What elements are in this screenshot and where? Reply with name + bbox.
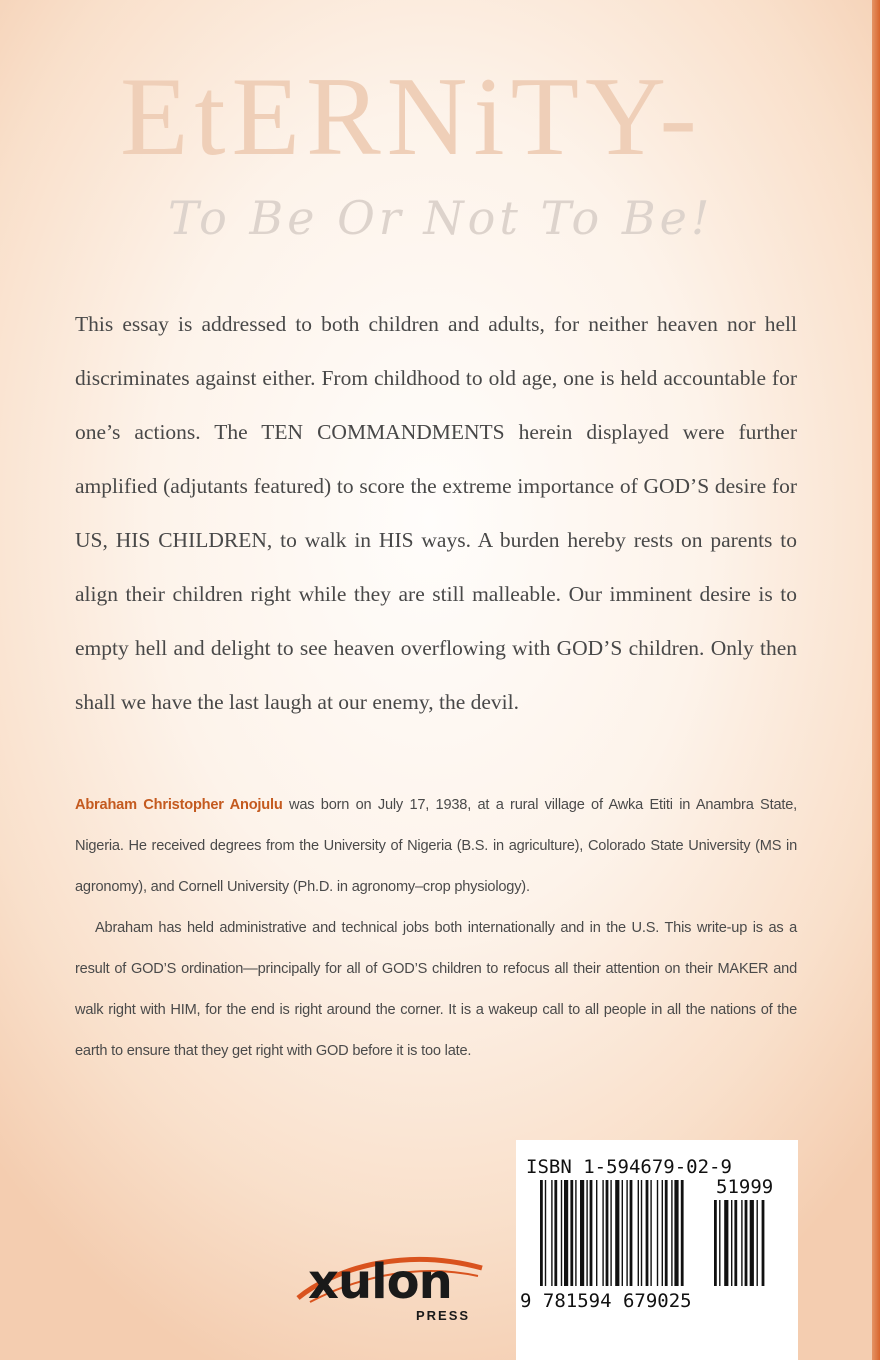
ean-digits: 9 781594 679025 [520,1290,692,1312]
barcode-addon-bar [762,1200,765,1286]
barcode-addon-bar [719,1200,720,1286]
barcode-bar [575,1180,576,1286]
barcode-bar [646,1180,649,1286]
bio-paragraph-1-text: was born on July 17, 1938, at a rural village of Awka Etiti in Anambra State, Nigeria. He received degrees from the University of Nigeria (B.S. in agriculture), Colorado State University (MS in agronomy), and Cornell University (Ph.D. in agronomy–crop physiology). [75,797,797,895]
book-subtitle: To Be Or Not To Be! [168,191,714,245]
barcode-addon-bar [745,1200,748,1286]
barcode-bar [606,1180,609,1286]
barcode-bar [590,1180,593,1286]
barcode-bar [615,1180,619,1286]
price-code: 51999 [716,1176,774,1198]
barcode-bar [602,1180,603,1286]
barcode-bar [610,1180,611,1286]
barcode-bar [657,1180,658,1286]
barcode-bar [564,1180,568,1286]
isbn-barcode [516,1140,798,1360]
barcode-addon-bar [750,1200,754,1286]
barcode-bar [554,1180,557,1286]
publisher-logo [292,1240,492,1330]
publisher-imprint: PRESS [416,1308,471,1323]
publisher-name: xulon [308,1254,452,1310]
barcode-bar [665,1180,668,1286]
essay-blurb: This essay is addressed to both children and adults, for neither heaven nor hell discriminates against either. From childhood to old age, one is held accountable for one’s actions. The TEN COMMANDMENTS herein displayed were further amplified (adjutants featured) to score the extreme importance of GOD’S desire for US, HIS CHILDREN, to walk in HIS ways. A burden hereby rests on parents to align their children right while they are still malleable. Our imminent desire is to empty hell and delight to see heaven overflowing with GOD’S children. Only then shall we have the last laugh at our enemy, the devil. [75,312,797,714]
barcode-addon-bar [724,1200,728,1286]
book-title: EtERNiTY- [120,55,703,179]
barcode-bar [671,1180,672,1286]
barcode-bar [630,1180,633,1286]
barcode-bar [662,1180,663,1286]
barcode-bar [641,1180,642,1286]
barcode-addon-bar [734,1200,737,1286]
barcode-bar [674,1180,678,1286]
cover-spine-edge [872,0,880,1360]
barcode-bar [580,1180,584,1286]
barcode-addon-bar [714,1200,717,1286]
barcode-bar [638,1180,639,1286]
barcode-bar [545,1180,546,1286]
barcode-bar [622,1180,623,1286]
barcode-addon-bar [731,1200,732,1286]
barcode-bar [551,1180,552,1286]
barcode-bar [650,1180,651,1286]
author-bio [75,785,797,1072]
barcode-bar [570,1180,573,1286]
barcode-addon-bar [757,1200,758,1286]
barcode-bar [626,1180,627,1286]
barcode-bar [596,1180,597,1286]
barcode-bar [586,1180,587,1286]
isbn-label: ISBN 1-594679-02-9 [526,1156,732,1178]
barcode-bar [540,1180,543,1286]
bio-paragraph-1 [75,785,797,908]
bio-paragraph-2: Abraham has held administrative and technical jobs both internationally and in the U.S. This write-up is as a result of GOD’S ordination—principally for all of GOD’S children to refocus all their attention on their MAKER and walk right with HIM, for the end is right around the corner. It is a wakeup call to all people in all the nations of the earth to ensure that they get right with GOD before it is too late. [75,920,797,1059]
barcode-bar [561,1180,562,1286]
barcode-addon-bar [741,1200,742,1286]
barcode-bar [681,1180,684,1286]
author-name: Abraham Christopher Anojulu [75,797,283,813]
